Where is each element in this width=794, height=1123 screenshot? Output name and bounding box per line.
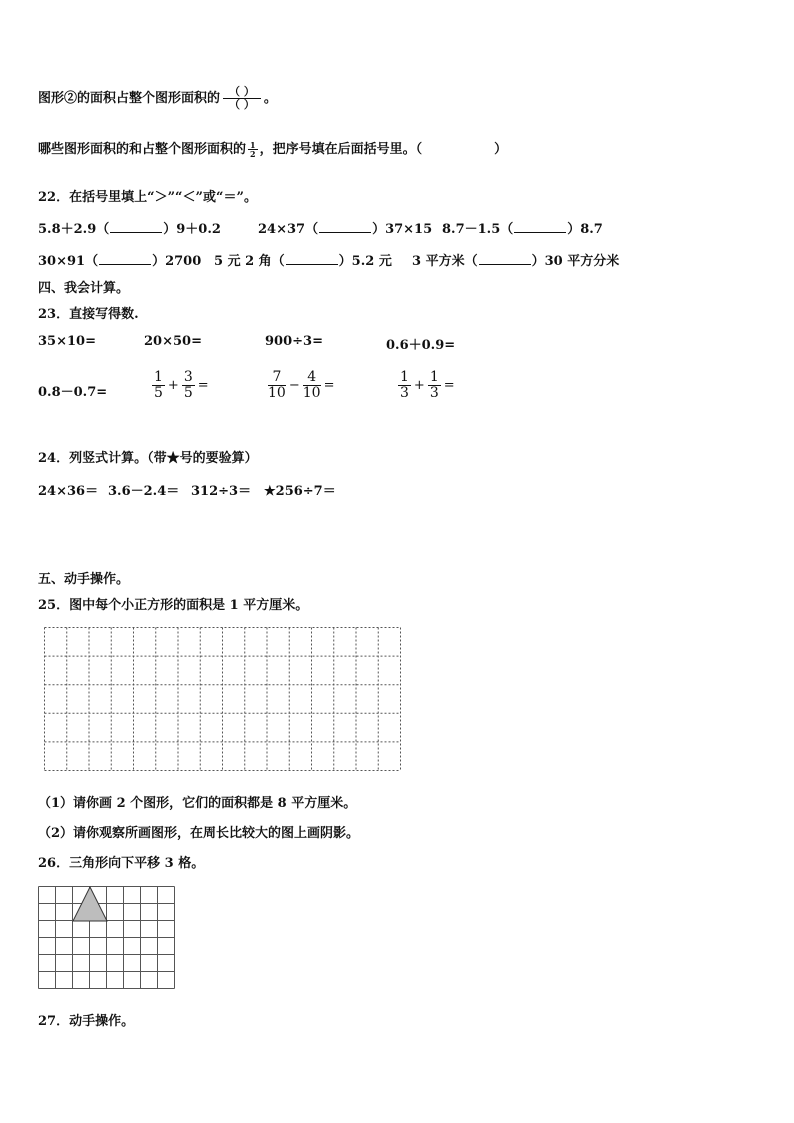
q23-fraction-expr-2 xyxy=(266,370,335,400)
q21-frac-numerator: （ ） xyxy=(223,86,261,99)
q27-title: 27．动手操作。 xyxy=(38,1014,135,1029)
q26-title: 26．三角形向下平移 3 格。 xyxy=(38,856,205,871)
numerator: 7 xyxy=(268,370,286,386)
q22-item-5 xyxy=(214,250,392,269)
q21-frac-denominator: （ ） xyxy=(229,98,255,112)
q22-item-2 xyxy=(258,218,432,237)
numerator: 3 xyxy=(183,369,193,385)
q21-line2 xyxy=(38,138,507,158)
equals-sign: = xyxy=(197,377,209,393)
q25-sub-2: （2）请你观察所画图形，在周长比较大的图上画阴影。 xyxy=(38,826,360,841)
q22-item-4-left: 30×91（ xyxy=(38,254,99,269)
q24-item-3: 312÷3＝ xyxy=(191,484,252,499)
numerator: 4 xyxy=(303,370,321,386)
q23-item-2: 20×50= xyxy=(144,334,202,349)
frac-7-10 xyxy=(268,370,286,400)
denominator: 10 xyxy=(268,384,286,401)
frac-1-3-b xyxy=(428,370,441,400)
equals-sign: = xyxy=(323,377,335,393)
q23-fraction-expr-3 xyxy=(396,370,456,400)
q22-item-6-left: 3 平方米（ xyxy=(412,254,478,269)
q21-answer-fraction[interactable] xyxy=(223,86,261,111)
section-5-heading: 五、动手操作。 xyxy=(38,572,130,587)
q22-item-5-left: 5 元 2 角（ xyxy=(214,254,285,269)
q22-blank-3[interactable] xyxy=(514,222,566,233)
q24-title: 24．列竖式计算。（带★号的要验算） xyxy=(38,451,258,466)
numerator: 1 xyxy=(429,369,439,385)
frac-1-5 xyxy=(152,370,165,400)
q22-title: 22．在括号里填上“＞”“＜”或“＝”。 xyxy=(38,190,257,205)
q25-square-grid[interactable] xyxy=(44,627,402,772)
denominator: 3 xyxy=(429,384,439,401)
plus-sign: + xyxy=(413,377,425,393)
q24-item-1: 24×36＝ xyxy=(38,484,99,499)
q22-item-6-right: ）30 平方分米 xyxy=(531,254,620,269)
q22-item-4-right: ）2700 xyxy=(152,254,202,269)
q22-item-1-right: ）9＋0.2 xyxy=(163,222,221,237)
frac-4-10 xyxy=(303,370,321,400)
equals-sign: = xyxy=(443,377,455,393)
q22-item-6 xyxy=(412,250,619,269)
denominator: 10 xyxy=(302,384,321,401)
q23-title: 23．直接写得数. xyxy=(38,307,139,322)
q21-line2-instruction: ，把序号填在后面括号里。（ xyxy=(259,142,423,157)
minus-sign: − xyxy=(288,377,300,393)
q22-blank-6[interactable] xyxy=(479,254,531,265)
q26-triangle-grid[interactable] xyxy=(38,886,176,990)
q23-fraction-expr-1 xyxy=(150,370,210,400)
q22-item-1-left: 5.8＋2.9（ xyxy=(38,222,110,237)
q22-item-3-right: ）8.7 xyxy=(567,222,603,237)
q25-sub-1: （1）请你画 2 个图形，它们的面积都是 8 平方厘米。 xyxy=(38,796,357,811)
half-numerator: 1 xyxy=(250,140,256,150)
q23-item-3: 900÷3= xyxy=(265,334,323,349)
q21-line1-text: 图形②的面积占整个图形面积的 xyxy=(38,91,221,107)
q22-item-5-right: ）5.2 元 xyxy=(338,254,392,269)
q22-item-2-right: ）37×15 xyxy=(372,222,433,237)
q22-item-3 xyxy=(442,218,603,237)
q22-item-3-left: 8.7－1.5（ xyxy=(442,222,514,237)
q24-item-4: ★256÷7＝ xyxy=(264,484,336,499)
numerator: 1 xyxy=(400,369,409,385)
q22-item-4 xyxy=(38,250,201,269)
half-denominator: 2 xyxy=(250,149,256,159)
q24-item-2: 3.6－2.4＝ xyxy=(108,484,180,499)
q21-line1 xyxy=(38,86,277,111)
frac-1-3-a xyxy=(398,370,411,400)
q25-title: 25．图中每个小正方形的面积是 1 平方厘米。 xyxy=(38,598,309,613)
q21-line2-close: ） xyxy=(494,142,508,157)
q22-item-2-left: 24×37（ xyxy=(258,222,319,237)
q21-line2-text: 哪些图形面积的和占整个图形面积的 xyxy=(38,142,247,157)
q22-item-1 xyxy=(38,218,221,237)
q21-half-fraction xyxy=(248,141,258,158)
q22-blank-2[interactable] xyxy=(319,222,371,233)
frac-3-5 xyxy=(182,370,195,400)
q21-line1-end: 。 xyxy=(263,91,277,107)
denominator: 3 xyxy=(400,384,409,401)
plus-sign: + xyxy=(167,377,179,393)
q22-blank-4[interactable] xyxy=(99,254,151,265)
denominator: 5 xyxy=(183,384,193,401)
numerator: 1 xyxy=(154,369,163,385)
q23-item-4: 0.6＋0.9= xyxy=(386,338,456,353)
q22-blank-5[interactable] xyxy=(286,254,338,265)
denominator: 5 xyxy=(154,384,163,401)
q23-item-5: 0.8－0.7= xyxy=(38,385,108,400)
section-4-heading: 四、我会计算。 xyxy=(38,281,130,296)
q23-item-1: 35×10= xyxy=(38,334,96,349)
q22-blank-1[interactable] xyxy=(110,222,162,233)
